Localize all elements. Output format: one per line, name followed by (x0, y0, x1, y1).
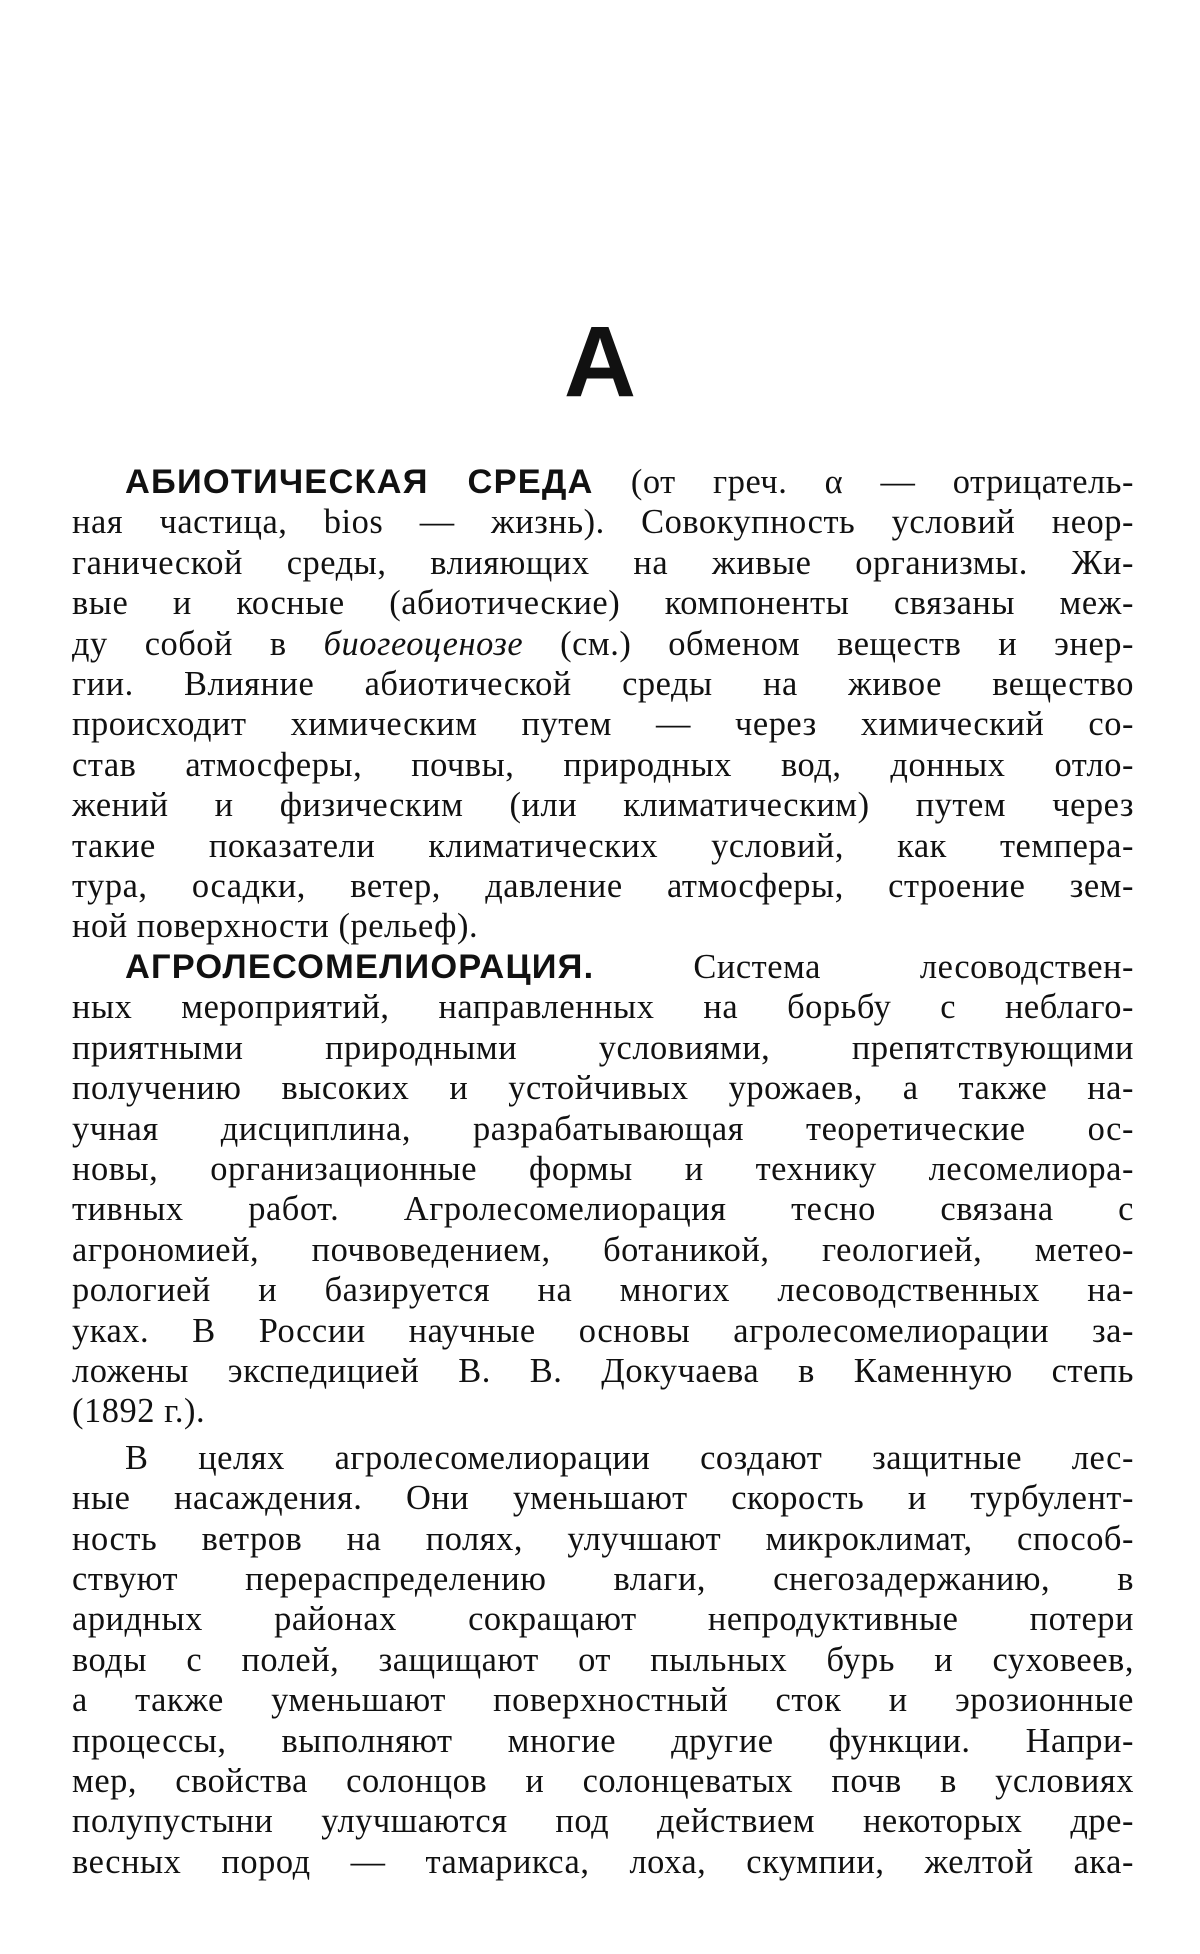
text-line: такие показатели климатических условий, как темпера- (72, 826, 1134, 865)
entry-term: АГРОЛЕСОМЕЛИОРАЦИЯ. (125, 947, 595, 986)
text-line: происходит химическим путем — через химический со- (72, 705, 1134, 744)
text-line: ность ветров на полях, улучшают микроклимат, способ- (72, 1519, 1134, 1558)
text-line: аридных районах сокращают непродуктивные потери (72, 1600, 1134, 1639)
section-letter: А (563, 306, 637, 418)
text-line: АБИОТИЧЕСКАЯ СРЕДА (от греч. α — отрицатель- (125, 463, 1134, 501)
agroforestry-paragraph (72, 1438, 1134, 1882)
text-line: ные насаждения. Они уменьшают скорость и турбулент- (72, 1479, 1134, 1518)
text-line: уках. В России научные основы агролесомелиорации за- (72, 1311, 1134, 1350)
text-line: жений и физическим (или климатическим) путем через (72, 786, 1134, 825)
text-line: учная дисциплина, разрабатывающая теоретические ос- (72, 1109, 1134, 1148)
text-line: приятными природными условиями, препятствующими (72, 1028, 1134, 1067)
text-line: полупустыни улучшаются под действием некоторых дре- (72, 1802, 1134, 1841)
page-text (72, 462, 1134, 1882)
text-line: ду собой в биогеоценозе (см.) обменом веществ и энер- (72, 624, 1135, 663)
text-line: мер, свойства солонцов и солонцеватых почв в условиях (72, 1762, 1134, 1800)
text-line: В целях агролесомелиорации создают защитные лес- (125, 1438, 1134, 1477)
text-line: рологией и базируется на многих лесоводственных на- (72, 1271, 1134, 1310)
text-line: тивных работ. Агролесомелиорация тесно связана с (72, 1190, 1134, 1229)
text-line: гии. Влияние абиотической среды на живое вещество (72, 665, 1134, 704)
text-line: воды с полей, защищают от пыльных бурь и суховеев, (72, 1640, 1134, 1679)
text-line: ных мероприятий, направленных на борьбу с неблаго- (72, 988, 1134, 1027)
text-line: агрономией, почвоведением, ботаникой, геологией, метео- (72, 1230, 1134, 1269)
text-line: ствуют перераспределению влаги, снегозадержанию, в (72, 1559, 1134, 1598)
text-line: АГРОЛЕСОМЕЛИОРАЦИЯ. Система лесоводствен- (125, 947, 1134, 986)
text-line: ной поверхности (рельеф). (72, 907, 479, 946)
text-line: вые и косные (абиотические) компоненты связаны меж- (72, 584, 1134, 623)
cross-reference: биогеоценозе (323, 624, 524, 663)
text-line: весных пород — тамарикса, лоха, скумпии, желтой ака- (72, 1842, 1134, 1881)
text-line: тура, осадки, ветер, давление атмосферы, строение зем- (72, 867, 1134, 906)
entry-abiotic-environment (72, 462, 1134, 947)
entry-term: АБИОТИЧЕСКАЯ СРЕДА (125, 463, 594, 501)
entry-agroforestry (72, 947, 1134, 1432)
text-line: став атмосферы, почвы, природных вод, донных отло- (72, 745, 1134, 784)
text-line: процессы, выполняют многие другие функции. Напри- (72, 1721, 1134, 1760)
text-line: ная частица, bios — жизнь). Совокупность условий неор- (72, 503, 1134, 542)
text-line: получению высоких и устойчивых урожаев, а также на- (72, 1069, 1134, 1108)
text-line: ганической среды, влияющих на живые организмы. Жи- (72, 543, 1134, 582)
text-line: (1892 г.). (72, 1392, 206, 1431)
text-line: ложены экспедицией В. В. Докучаева в Каменную степь (72, 1351, 1134, 1390)
text-line: а также уменьшают поверхностный сток и эрозионные (72, 1681, 1134, 1720)
text-line: новы, организационные формы и технику лесомелиора- (72, 1149, 1134, 1188)
